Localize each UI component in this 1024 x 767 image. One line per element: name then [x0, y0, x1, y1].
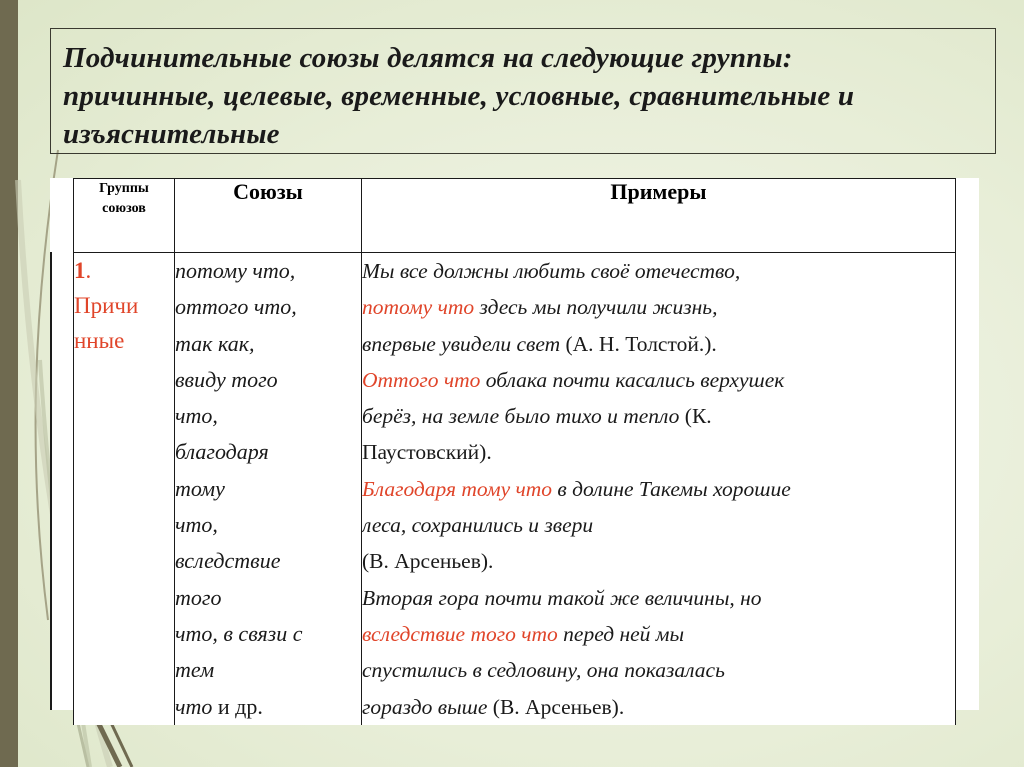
- table-header-row: [74, 179, 956, 253]
- example-1-line-1: Мы все должны любить своё отечество,: [362, 259, 741, 283]
- group-number: [74, 253, 174, 288]
- example-4-line-2: [362, 616, 955, 652]
- highlighted-conjunction: потому что: [362, 295, 475, 320]
- slide-title-box: [50, 28, 996, 154]
- example-1-line-3: [362, 326, 955, 362]
- example-author: (А. Н. Толстой.).: [565, 331, 717, 356]
- conjunction-line: оттого что,: [175, 294, 297, 320]
- title-line-2: причинные, целевые, временные, условные, сравнительные и: [63, 80, 855, 112]
- example-4-line-4: [362, 689, 955, 725]
- example-text: берёз, на земле было тихо и тепло: [362, 404, 685, 429]
- conjunction-line: вследствие: [175, 548, 281, 574]
- header-conjunctions: Союзы: [175, 179, 362, 253]
- conjunction-line: что,: [175, 512, 218, 538]
- conjunction-line: тому: [175, 475, 225, 501]
- conjunction-etc: и др.: [212, 693, 263, 719]
- example-text: в долине Такемы хорошие: [552, 476, 791, 501]
- header-groups-line-2: союзов: [102, 201, 146, 216]
- conjunction-line: благодаря: [175, 439, 269, 465]
- conjunctions-table: [73, 178, 956, 725]
- conjunction-line: потому что,: [175, 258, 296, 283]
- header-groups: [74, 179, 175, 253]
- example-text: впервые увидели свет: [362, 331, 566, 356]
- group-number-suffix: .: [85, 258, 92, 283]
- examples-cell: [362, 253, 956, 725]
- conjunctions-cell: [175, 253, 362, 725]
- example-author: (В. Арсеньев).: [492, 694, 625, 719]
- table-row: [74, 253, 956, 725]
- conjunction-line: так как,: [175, 330, 255, 356]
- example-author: (К.: [684, 404, 712, 429]
- slide-title: [63, 39, 985, 153]
- group-cell: [74, 253, 175, 725]
- conjunction-line: того: [175, 584, 222, 610]
- example-3-line-1: [362, 471, 955, 507]
- conjunction-line-last: [175, 689, 361, 725]
- left-decorative-strip: [0, 0, 18, 767]
- example-1-line-2: [362, 289, 955, 325]
- example-3-line-3: (В. Арсеньев).: [362, 549, 494, 574]
- group-name-line-1: Причи: [74, 293, 139, 318]
- example-text: здесь мы получили жизнь,: [474, 295, 718, 320]
- example-2-line-3: Паустовский).: [362, 440, 492, 465]
- example-text: перед ней мы: [557, 621, 685, 646]
- group-name-line-2: нные: [74, 328, 125, 353]
- title-line-1: Подчинительные союзы делятся на следующие группы:: [63, 42, 793, 74]
- example-text: облака почти касались верхушек: [480, 367, 785, 392]
- example-4-line-1: Вторая гора почти такой же величины, но: [362, 585, 762, 610]
- example-2-line-1: [362, 362, 955, 398]
- example-3-line-2: леса, сохранились и звери: [362, 513, 594, 538]
- conjunction-line: тем: [175, 657, 215, 683]
- example-text: гораздо выше: [362, 694, 493, 719]
- conjunction-line: что, в связи с: [175, 620, 303, 646]
- example-2-line-2: [362, 398, 955, 434]
- example-4-line-3: спустились в седловину, она показалась: [362, 658, 725, 683]
- highlighted-conjunction: Благодаря тому что: [362, 476, 553, 501]
- header-examples: Примеры: [362, 179, 956, 253]
- group-number-value: 1: [74, 258, 86, 283]
- conjunction-last-italic: что: [175, 693, 213, 719]
- conjunction-line: что,: [175, 403, 218, 429]
- highlighted-conjunction: вследствие того что: [362, 621, 558, 646]
- header-groups-line-1: Группы: [99, 181, 149, 196]
- title-line-3: изъяснительные: [63, 118, 280, 150]
- table-left-rail: [50, 252, 52, 710]
- highlighted-conjunction: Оттого что: [362, 367, 481, 392]
- conjunction-line: ввиду того: [175, 366, 278, 392]
